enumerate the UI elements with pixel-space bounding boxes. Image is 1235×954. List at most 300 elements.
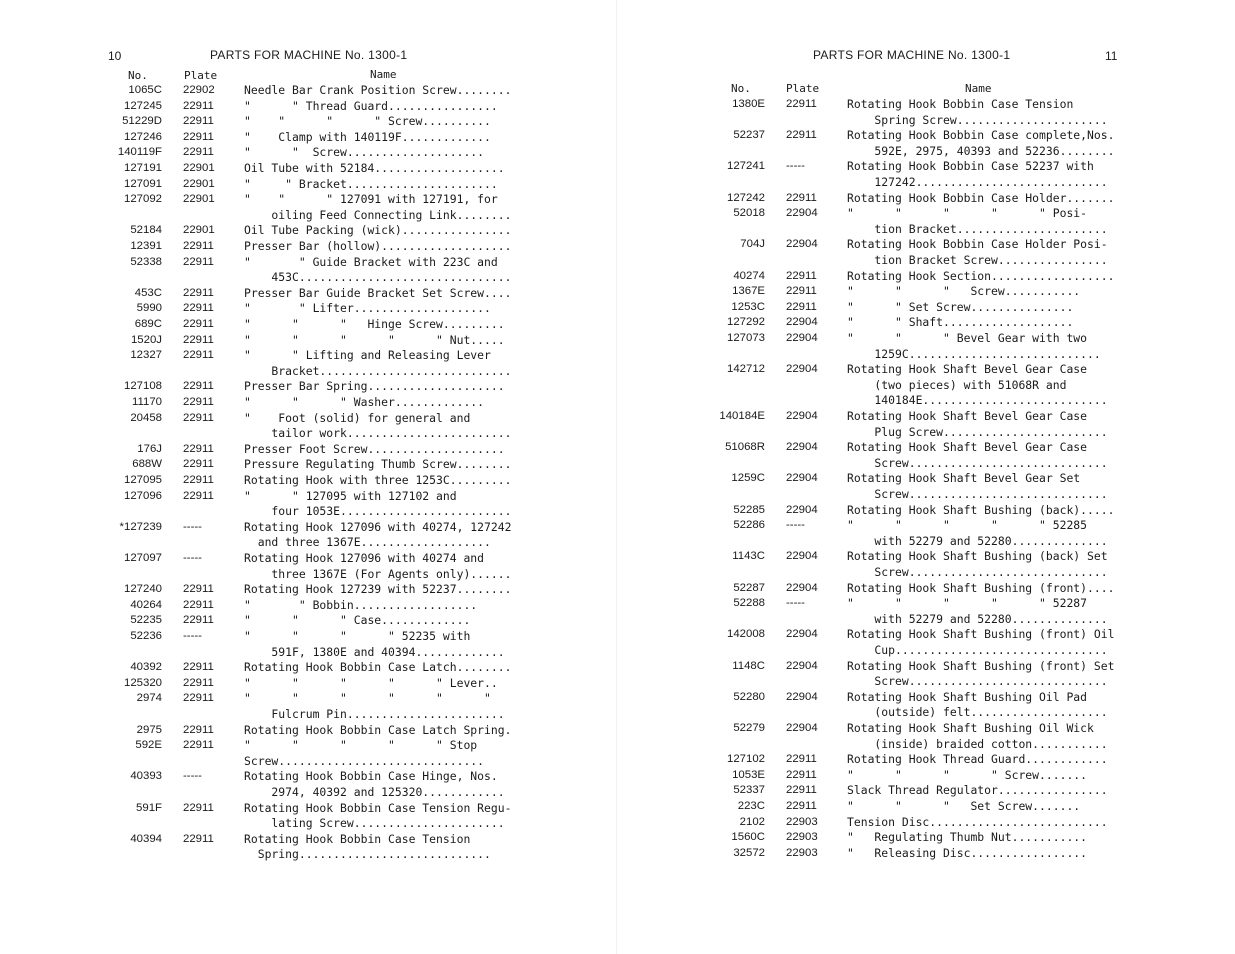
- part-name: Pressure Regulating Thumb Screw........: [244, 457, 512, 472]
- table-row: [618, 799, 1235, 814]
- plate-number: 22911: [786, 784, 817, 797]
- part-name: 453C...............................: [244, 270, 512, 285]
- plate-number: 22911: [183, 692, 214, 705]
- part-name: Presser Bar Guide Bracket Set Screw....: [244, 285, 512, 300]
- table-row: [618, 846, 1235, 861]
- column-header-name: Name: [370, 68, 397, 81]
- part-number: 2974: [136, 692, 162, 705]
- part-name: " " Lifter....................: [244, 301, 491, 316]
- part-name: and three 1367E...................: [244, 535, 491, 550]
- plate-number: 22911: [786, 98, 817, 110]
- table-row: [0, 223, 618, 238]
- part-number: 176J: [137, 442, 162, 455]
- table-row: [618, 440, 1235, 455]
- table-row: [0, 395, 618, 410]
- part-name: three 1367E (For Agents only)......: [244, 566, 512, 581]
- plate-number: 22911: [183, 458, 214, 471]
- plate-number: 22901: [183, 193, 215, 206]
- part-number: 140119F: [117, 146, 162, 159]
- part-name: " " " Screw...........: [847, 284, 1081, 299]
- part-name: Rotating Hook Section..................: [847, 268, 1115, 283]
- plate-number: 22911: [183, 474, 214, 486]
- table-row: [618, 581, 1235, 596]
- part-name: " " " Case.............: [244, 613, 471, 628]
- part-name: Rotating Hook Shaft Bushing (front) Oil: [847, 627, 1115, 642]
- part-number: 20458: [130, 411, 162, 424]
- part-number: 688W: [132, 458, 162, 471]
- part-name: Bracket............................: [244, 363, 512, 378]
- part-number: 51068R: [725, 441, 765, 454]
- part-name: Screw.............................: [847, 455, 1108, 470]
- part-number: 32572: [733, 846, 765, 859]
- table-row: [0, 177, 618, 192]
- plate-number: 22911: [183, 115, 214, 128]
- table-row: [0, 847, 618, 862]
- part-number: 52279: [733, 722, 765, 734]
- part-number: 127240: [123, 583, 162, 596]
- plate-number: 22911: [183, 676, 214, 689]
- table-row: [618, 565, 1235, 580]
- plate-number: 22904: [786, 472, 818, 485]
- part-number: 127241: [726, 160, 765, 173]
- part-number: 1259C: [731, 472, 765, 485]
- part-name: Screw..............................: [244, 753, 485, 768]
- part-number: 127092: [123, 193, 162, 206]
- part-number: *127239: [119, 520, 162, 533]
- part-name: Spring Screw......................: [847, 112, 1108, 127]
- part-name: " " Set Screw...............: [847, 299, 1074, 314]
- plate-number: 22911: [183, 333, 214, 346]
- part-number: 52337: [733, 784, 765, 797]
- plate-number: -----: [183, 520, 202, 533]
- table-row: [0, 83, 618, 98]
- table-row: [0, 161, 618, 176]
- part-number: 127091: [123, 177, 162, 190]
- table-row: [0, 832, 618, 847]
- part-number: 40393: [130, 770, 162, 783]
- table-row: [0, 130, 618, 145]
- table-row: [618, 347, 1235, 362]
- plate-number: 22904: [786, 441, 818, 454]
- part-name: " " Bobbin..................: [244, 597, 478, 612]
- plate-number: 22911: [786, 285, 817, 298]
- plate-number: 22904: [786, 316, 818, 329]
- plate-number: 22911: [183, 286, 214, 299]
- part-name: lating Screw......................: [244, 816, 505, 831]
- part-name: Rotating Hook with three 1253C.........: [244, 473, 512, 487]
- table-row: [618, 425, 1235, 440]
- table-row: [618, 269, 1235, 284]
- column-header-name: Name: [965, 82, 992, 95]
- table-row: [618, 253, 1235, 268]
- table-row: [618, 128, 1235, 143]
- plate-number: 22911: [183, 318, 214, 330]
- part-number: 1560C: [731, 831, 765, 844]
- table-row: [618, 362, 1235, 377]
- part-number: 1148C: [732, 659, 765, 672]
- plate-number: 22911: [183, 411, 214, 424]
- plate-number: -----: [786, 160, 805, 173]
- part-name: tion Bracket......................: [847, 221, 1108, 236]
- table-row: [618, 487, 1235, 502]
- part-name: " " " " " Posi-: [847, 206, 1088, 221]
- part-number: 1520J: [130, 333, 162, 346]
- part-number: 125320: [123, 676, 162, 689]
- plate-number: 22901: [183, 224, 215, 237]
- part-number: 127095: [123, 474, 162, 486]
- part-name: Presser Foot Screw....................: [244, 441, 505, 456]
- table-row: [0, 785, 618, 800]
- part-name: " " Bracket......................: [244, 176, 498, 191]
- part-number: 1053E: [732, 768, 765, 781]
- part-name: Tension Disc..........................: [847, 814, 1108, 829]
- part-number: 51229D: [122, 115, 162, 128]
- plate-number: 22903: [786, 831, 818, 844]
- plate-number: 22904: [786, 659, 818, 672]
- table-row: [0, 520, 618, 535]
- table-row: [618, 596, 1235, 611]
- part-name: 1259C............................: [847, 346, 1101, 361]
- part-number: 1380E: [732, 98, 765, 110]
- table-row: [618, 518, 1235, 533]
- part-name: 127242............................: [847, 175, 1108, 189]
- part-name: Rotating Hook Bobbin Case Hinge, Nos.: [244, 769, 498, 784]
- plate-number: 22911: [183, 255, 214, 268]
- part-name: Rotating Hook 127096 with 40274 and: [244, 551, 485, 565]
- part-name: Rotating Hook Shaft Bushing Oil Wick: [847, 721, 1094, 735]
- table-row: [618, 471, 1235, 486]
- part-name: Rotating Hook Shaft Bushing Oil Pad: [847, 689, 1088, 704]
- plate-number: 22904: [786, 238, 818, 251]
- plate-number: 22911: [183, 598, 214, 611]
- part-name: Rotating Hook Shaft Bevel Gear Set: [847, 471, 1081, 486]
- table-row: [0, 613, 618, 628]
- part-name: " " Thread Guard................: [244, 98, 498, 113]
- table-row: [0, 239, 618, 254]
- plate-number: 22911: [183, 302, 214, 315]
- part-number: 52018: [733, 207, 765, 220]
- plate-number: -----: [183, 770, 202, 783]
- plate-number: 22904: [786, 363, 818, 376]
- plate-number: 22911: [183, 380, 214, 393]
- table-row: [618, 393, 1235, 408]
- table-row: [0, 816, 618, 831]
- part-number: 52236: [130, 630, 162, 642]
- column-header-plate: Plate: [786, 82, 820, 95]
- part-name: Presser Bar Spring....................: [244, 379, 505, 394]
- plate-number: 22904: [786, 628, 818, 641]
- part-number: 127242: [726, 191, 765, 204]
- table-row: [0, 348, 618, 363]
- part-name: Rotating Hook Bobbin Case Holder Posi-: [847, 237, 1108, 252]
- part-name: 140184E...........................: [847, 393, 1108, 408]
- plate-number: 22903: [786, 815, 818, 828]
- plate-number: 22911: [786, 300, 817, 313]
- plate-number: 22911: [786, 753, 817, 766]
- part-number: 52285: [733, 503, 765, 516]
- part-number: 223C: [737, 800, 765, 812]
- page-title: PARTS FOR MACHINE No. 1300-1: [210, 48, 408, 62]
- part-number: 704J: [740, 238, 765, 251]
- table-row: [618, 300, 1235, 315]
- part-name: " " " " " 52287: [847, 596, 1088, 611]
- table-row: [618, 503, 1235, 518]
- part-name: " " " 127091 with 127191, for: [244, 192, 498, 207]
- part-name: " " Lifting and Releasing Lever: [244, 348, 491, 363]
- plate-number: 22911: [786, 191, 817, 204]
- part-number: 453C: [134, 286, 162, 299]
- right-page: [618, 0, 1235, 954]
- table-row: [0, 489, 618, 504]
- part-name: Rotating Hook Bobbin Case Tension: [847, 97, 1074, 111]
- part-name: " Regulating Thumb Nut...........: [847, 830, 1088, 845]
- table-row: [618, 159, 1235, 174]
- table-row: [0, 411, 618, 426]
- table-row: [618, 674, 1235, 689]
- part-name: Rotating Hook Shaft Bushing (front)....: [847, 580, 1115, 595]
- table-row: [618, 206, 1235, 221]
- plate-number: 22911: [786, 129, 817, 142]
- table-row: [618, 627, 1235, 642]
- table-row: [618, 643, 1235, 658]
- table-row: [0, 801, 618, 816]
- column-header-no: No.: [731, 82, 751, 95]
- part-number: 52280: [733, 690, 765, 703]
- part-number: 1065C: [128, 84, 162, 96]
- plate-number: 22911: [183, 442, 214, 455]
- table-row: [0, 754, 618, 769]
- plate-number: 22911: [786, 768, 817, 781]
- table-row: [0, 535, 618, 550]
- column-header-no: No.: [128, 69, 148, 82]
- part-number: 127292: [726, 316, 765, 329]
- plate-number: 22911: [183, 240, 214, 252]
- part-name: " " Screw....................: [244, 145, 485, 160]
- part-name: " " Guide Bracket with 223C and: [244, 254, 498, 269]
- part-name: Rotating Hook Shaft Bushing (back).....: [847, 502, 1115, 517]
- table-row: [618, 721, 1235, 736]
- table-row: [0, 442, 618, 457]
- part-number: 127102: [726, 753, 765, 766]
- part-number: 2975: [136, 723, 162, 736]
- table-row: [0, 629, 618, 644]
- plate-number: 22911: [786, 269, 817, 282]
- part-name: with 52279 and 52280..............: [847, 533, 1108, 548]
- plate-number: 22904: [786, 410, 818, 422]
- part-name: Rotating Hook Bobbin Case Latch Spring.: [244, 722, 512, 737]
- table-row: [618, 612, 1235, 627]
- part-name: four 1053E.........................: [244, 504, 512, 519]
- part-name: Rotating Hook Bobbin Case Holder.......: [847, 190, 1115, 205]
- part-name: Rotating Hook 127096 with 40274, 127242: [244, 519, 512, 534]
- part-name: " " " " " 52285: [847, 518, 1088, 533]
- plate-number: -----: [786, 519, 805, 532]
- table-row: [618, 830, 1235, 845]
- table-row: [0, 691, 618, 706]
- table-row: [618, 737, 1235, 752]
- plate-number: 22911: [183, 130, 214, 143]
- plate-number: 22901: [183, 162, 215, 174]
- part-name: Rotating Hook Shaft Bushing (front) Set: [847, 658, 1115, 673]
- table-row: [0, 192, 618, 207]
- page-title: PARTS FOR MACHINE No. 1300-1: [813, 48, 1011, 62]
- part-number: 52235: [130, 614, 162, 627]
- plate-number: -----: [183, 552, 202, 564]
- plate-number: 22911: [183, 99, 214, 112]
- plate-number: 22904: [786, 581, 818, 594]
- part-name: Rotating Hook Shaft Bevel Gear Case: [847, 409, 1088, 423]
- table-row: [0, 317, 618, 332]
- part-number: 52338: [130, 255, 162, 268]
- part-name: Rotating Hook Bobbin Case Tension: [244, 831, 471, 846]
- plate-number: 22904: [786, 722, 818, 734]
- plate-number: 22911: [183, 614, 214, 627]
- part-number: 127108: [123, 380, 162, 393]
- part-name: Rotating Hook Thread Guard............: [847, 752, 1108, 767]
- table-row: [618, 815, 1235, 830]
- table-row: [618, 175, 1235, 190]
- plate-number: -----: [183, 630, 202, 642]
- part-name: Screw.............................: [847, 487, 1108, 501]
- table-row: [0, 676, 618, 691]
- part-name: " Releasing Disc.................: [847, 845, 1088, 860]
- part-number: 142712: [726, 363, 765, 376]
- plate-number: 22904: [786, 332, 818, 344]
- part-name: Rotating Hook Bobbin Case 52237 with: [847, 159, 1094, 174]
- table-row: [618, 456, 1235, 471]
- part-number: 142008: [726, 628, 765, 641]
- part-name: " " " Bevel Gear with two: [847, 331, 1088, 345]
- part-name: Cup...............................: [847, 643, 1108, 657]
- part-name: Spring............................: [244, 847, 491, 862]
- table-row: [0, 645, 618, 660]
- part-number: 2102: [739, 815, 765, 828]
- part-name: " " " " " Nut.....: [244, 332, 505, 347]
- part-name: " Clamp with 140119F.............: [244, 129, 491, 144]
- table-row: [0, 457, 618, 472]
- part-number: 5990: [136, 302, 162, 315]
- part-name: Rotating Hook Shaft Bushing (back) Set: [847, 549, 1108, 564]
- table-row: [0, 114, 618, 129]
- part-name: (outside) felt....................: [847, 705, 1108, 720]
- part-name: Plug Screw........................: [847, 424, 1108, 439]
- table-row: [0, 333, 618, 348]
- table-row: [618, 144, 1235, 159]
- part-number: 40392: [130, 661, 162, 674]
- table-row: [618, 690, 1235, 705]
- part-name: Screw.............................: [847, 565, 1108, 579]
- part-name: " Foot (solid) for general and: [244, 410, 471, 425]
- part-name: Needle Bar Crank Position Screw........: [244, 83, 512, 97]
- part-number: 52184: [130, 224, 162, 237]
- table-row: [618, 378, 1235, 393]
- part-number: 127097: [123, 552, 162, 564]
- part-name: with 52279 and 52280..............: [847, 611, 1108, 626]
- part-number: 127245: [123, 99, 162, 112]
- part-number: 689C: [134, 318, 162, 330]
- part-name: (inside) braided cotton...........: [847, 736, 1108, 751]
- table-row: [0, 426, 618, 441]
- part-number: 140184E: [719, 410, 765, 422]
- part-number: 52288: [733, 597, 765, 610]
- part-name: oiling Feed Connecting Link........: [244, 207, 512, 222]
- table-row: [0, 738, 618, 753]
- part-name: 592E, 2975, 40393 and 52236........: [847, 143, 1115, 158]
- part-name: Rotating Hook Shaft Bevel Gear Case: [847, 440, 1088, 455]
- plate-number: 22901: [183, 177, 215, 190]
- part-name: Rotating Hook Shaft Bevel Gear Case: [847, 362, 1088, 377]
- table-row: [618, 97, 1235, 112]
- table-row: [0, 551, 618, 566]
- part-number: 127096: [123, 489, 162, 502]
- table-row: [618, 549, 1235, 564]
- part-name: tion Bracket Screw................: [847, 253, 1108, 267]
- plate-number: 22904: [786, 503, 818, 516]
- table-row: [618, 659, 1235, 674]
- table-row: [0, 364, 618, 379]
- page-number: 10: [108, 49, 122, 63]
- page-number: 11: [1105, 49, 1118, 63]
- table-row: [0, 255, 618, 270]
- part-name: (two pieces) with 51068R and: [847, 377, 1067, 392]
- part-name: Screw.............................: [847, 674, 1108, 689]
- table-row: [618, 534, 1235, 549]
- part-name: " " " " " Lever..: [244, 675, 498, 690]
- plate-number: 22911: [183, 832, 214, 845]
- table-row: [0, 769, 618, 784]
- part-name: 2974, 40392 and 125320............: [244, 785, 505, 799]
- part-number: 40394: [130, 832, 162, 845]
- table-row: [618, 113, 1235, 128]
- plate-number: 22904: [786, 690, 818, 703]
- part-number: 11170: [132, 396, 162, 408]
- part-name: " " " " " ": [244, 691, 491, 706]
- table-row: [618, 331, 1235, 346]
- part-number: 52286: [733, 519, 765, 532]
- part-name: " " " Set Screw.......: [847, 799, 1081, 813]
- table-row: [618, 705, 1235, 720]
- plate-number: 22911: [183, 583, 214, 596]
- plate-number: 22911: [183, 801, 214, 814]
- table-row: [618, 752, 1235, 767]
- table-row: [618, 315, 1235, 330]
- table-row: [0, 379, 618, 394]
- plate-number: 22911: [183, 349, 214, 362]
- part-name: " " " " 52235 with: [244, 629, 471, 643]
- part-name: tailor work........................: [244, 426, 512, 441]
- part-name: Oil Tube with 52184...................: [244, 161, 505, 175]
- table-row: [0, 567, 618, 582]
- plate-number: 22902: [183, 84, 215, 96]
- column-header-plate: Plate: [184, 69, 218, 82]
- part-number: 591F: [136, 801, 162, 814]
- part-number: 52237: [733, 129, 765, 142]
- table-row: [618, 191, 1235, 206]
- part-name: Oil Tube Packing (wick)................: [244, 223, 512, 238]
- table-row: [0, 208, 618, 223]
- part-name: " " Shaft...................: [847, 315, 1074, 330]
- plate-number: 22904: [786, 207, 818, 220]
- plate-number: 22911: [183, 661, 214, 674]
- part-name: Rotating Hook 127239 with 52237........: [244, 582, 512, 597]
- table-row: [0, 99, 618, 114]
- table-row: [618, 783, 1235, 798]
- table-row: [0, 660, 618, 675]
- table-row: [618, 284, 1235, 299]
- part-name: " " " Hinge Screw.........: [244, 317, 505, 331]
- part-number: 592E: [135, 739, 162, 752]
- part-number: 40274: [733, 269, 765, 282]
